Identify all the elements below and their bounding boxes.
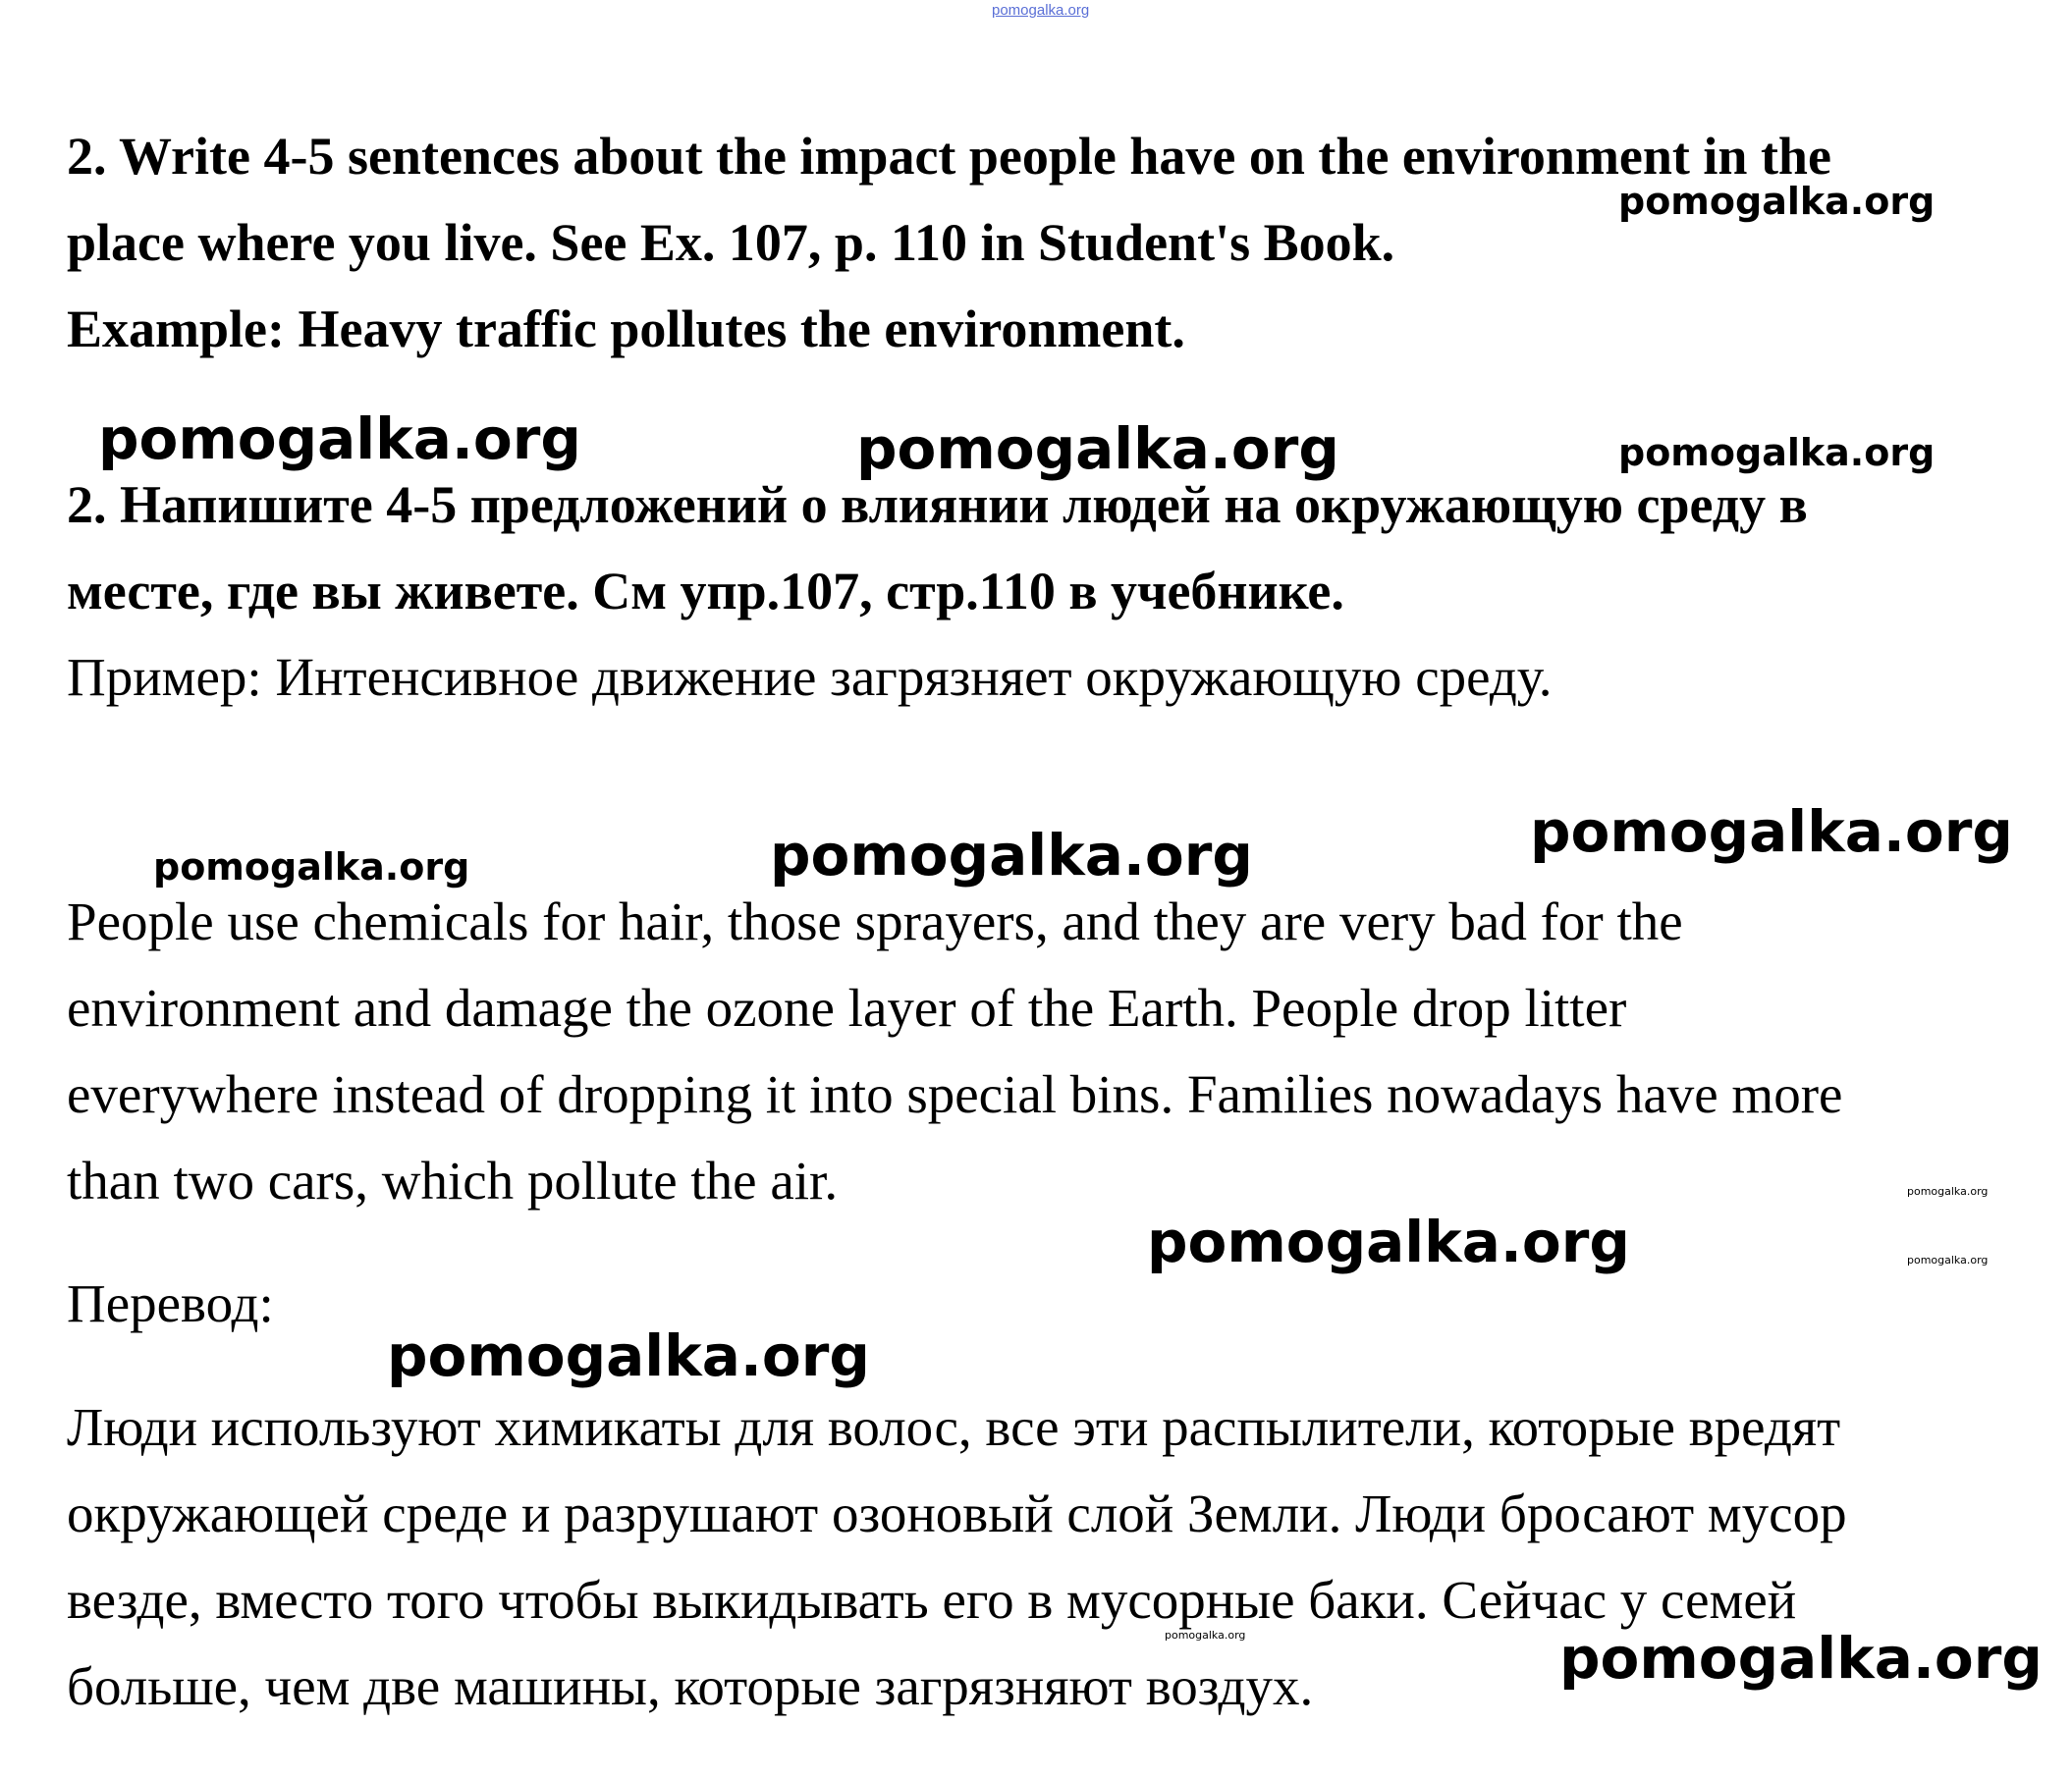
answer-ru-line-4: больше, чем две машины, которые загрязняют воздух.	[67, 1656, 1314, 1716]
answer-en-line-2: environment and damage the ozone layer of the Earth. People drop litter	[67, 978, 1627, 1038]
watermark: pomogalka.org	[153, 845, 470, 889]
watermark-top: pomogalka.org	[992, 2, 1090, 19]
task-ru-line-2: месте, где вы живете. См упр.107, стр.110 в учебнике.	[67, 562, 1344, 620]
task-en-example: Example: Heavy traffic pollutes the environment.	[67, 299, 1185, 358]
task-en-line-2: place where you live. See Ex. 107, p. 110 in Student's Book.	[67, 213, 1395, 272]
answer-en-line-3: everywhere instead of dropping it into special bins. Families nowadays have more	[67, 1064, 1843, 1124]
answer-ru-line-2: окружающей среде и разрушают озоновый слой Земли. Люди бросают мусор	[67, 1483, 1847, 1543]
answer-en-line-4: than two cars, which pollute the air.	[67, 1151, 839, 1211]
watermark: pomogalka.org	[770, 822, 1253, 889]
watermark: pomogalka.org	[1147, 1209, 1630, 1275]
watermark: pomogalka.org	[98, 405, 581, 472]
translation-label: Перевод:	[67, 1273, 274, 1333]
watermark: pomogalka.org	[387, 1322, 870, 1389]
answer-en-line-1: People use chemicals for hair, those sprayers, and they are very bad for the	[67, 891, 1683, 951]
watermark: pomogalka.org	[1165, 1629, 1246, 1642]
watermark: pomogalka.org	[1618, 180, 1936, 223]
watermark: pomogalka.org	[1530, 798, 2013, 865]
task-ru-example: Пример: Интенсивное движение загрязняет окружающую среду.	[67, 647, 1553, 707]
task-ru-line-1: 2. Напишите 4-5 предложений о влиянии людей на окружающую среду в	[67, 475, 1808, 534]
watermark: pomogalka.org	[1618, 431, 1936, 474]
watermark: pomogalka.org	[1559, 1625, 2043, 1692]
answer-ru-line-3: везде, вместо того чтобы выкидывать его в мусорные баки. Сейчас у семей	[67, 1570, 1797, 1630]
task-en-line-1: 2. Write 4-5 sentences about the impact people have on the environment in the	[67, 127, 1831, 186]
watermark: pomogalka.org	[1907, 1254, 1989, 1267]
watermark: pomogalka.org	[1907, 1185, 1989, 1198]
answer-ru-line-1: Люди используют химикаты для волос, все эти распылители, которые вредят	[67, 1397, 1841, 1457]
watermark: pomogalka.org	[856, 415, 1339, 482]
